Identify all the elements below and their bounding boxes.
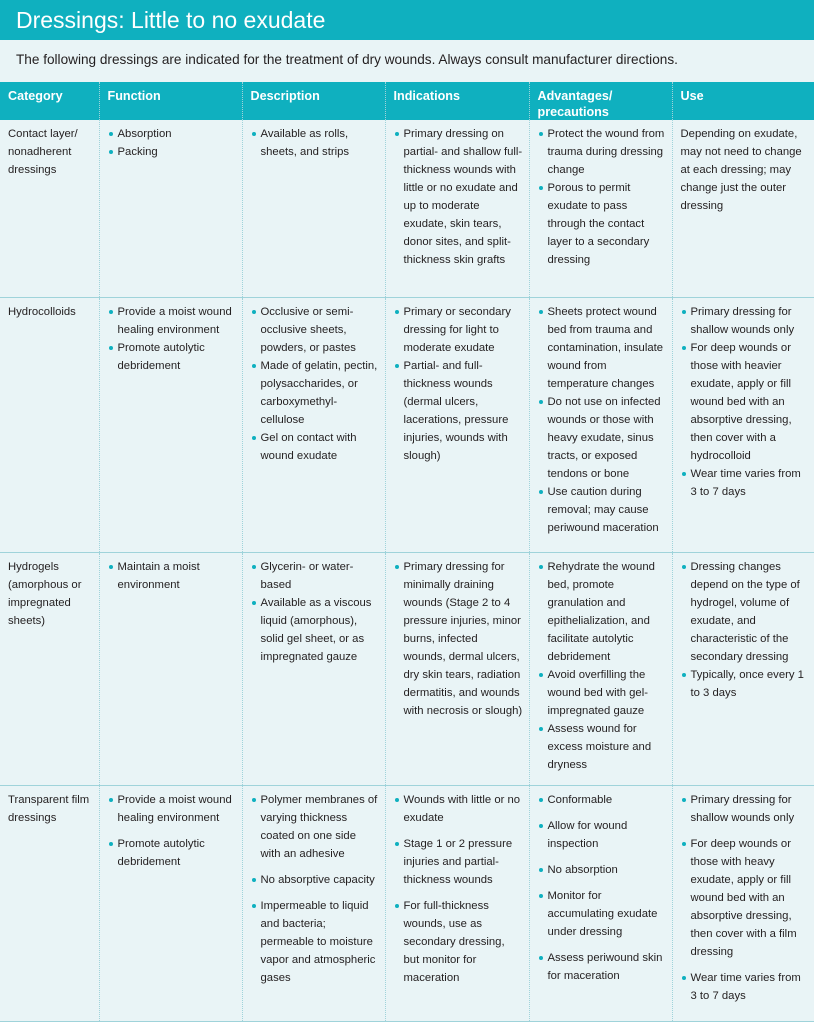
list-item: Assess periwound skin for maceration <box>538 949 666 985</box>
list-item: Primary dressing for shallow wounds only <box>681 303 809 339</box>
list-item: Primary dressing for shallow wounds only <box>681 791 809 827</box>
list-item: Packing <box>108 143 236 161</box>
list-item: No absorptive capacity <box>251 871 379 889</box>
cell-indications <box>385 785 529 1021</box>
list-item: Available as rolls, sheets, and strips <box>251 125 379 161</box>
cell-description <box>242 120 385 297</box>
list-item: Avoid overfilling the wound bed with gel-impregnated gauze <box>538 666 666 720</box>
list-item: Stage 1 or 2 pressure injuries and partial-thickness wounds <box>394 835 523 889</box>
list-item: Polymer membranes of varying thickness coated on one side with an adhesive <box>251 791 379 863</box>
list-item: Primary or secondary dressing for light to moderate exudate <box>394 303 523 357</box>
cell-description <box>242 785 385 1021</box>
list-item: For full-thickness wounds, use as secondary dressing, but monitor for maceration <box>394 897 523 987</box>
list-item: Occlusive or semi-occlusive sheets, powders, or pastes <box>251 303 379 357</box>
table-row <box>0 552 814 785</box>
list-item: Primary dressing for minimally draining wounds (Stage 2 to 4 pressure injuries, minor burns, infected wounds, dermal ulcers, dry skin tears, radiation dermatitis, and wounds with necrosis or slough) <box>394 558 523 720</box>
list-item: For deep wounds or those with heavier exudate, apply or fill wound bed with an absorptive dressing, then cover with a hydrocolloid <box>681 339 809 465</box>
list-item: Assess wound for excess moisture and dryness <box>538 720 666 774</box>
header-category: Category <box>0 82 99 120</box>
list-item: Sheets protect wound bed from trauma and contamination, insulate wound from temperature changes <box>538 303 666 393</box>
header-use: Use <box>672 82 814 120</box>
cell-advantages <box>529 785 672 1021</box>
list-item: Do not use on infected wounds or those with heavy exudate, sinus tracts, or exposed tendons or bone <box>538 393 666 483</box>
list-item: For deep wounds or those with heavy exudate, apply or fill wound bed with an absorptive dressing, then cover with a film dressing <box>681 835 809 961</box>
cell-advantages <box>529 552 672 785</box>
list-item: Wear time varies from 3 to 7 days <box>681 465 809 501</box>
cell-use: Depending on exudate, may not need to change at each dressing; may change just the outer dressing <box>672 120 814 297</box>
list-item: Wounds with little or no exudate <box>394 791 523 827</box>
cell-function <box>99 120 242 297</box>
list-item: Made of gelatin, pectin, polysaccharides, or carboxymethyl-cellulose <box>251 357 379 429</box>
cell-indications <box>385 552 529 785</box>
header-function: Function <box>99 82 242 120</box>
list-item: Promote autolytic debridement <box>108 339 236 375</box>
cell-description <box>242 552 385 785</box>
list-item: Partial- and full-thickness wounds (dermal ulcers, lacerations, pressure injuries, wounds with slough) <box>394 357 523 465</box>
cell-use <box>672 552 814 785</box>
list-item: Conformable <box>538 791 666 809</box>
list-item: Provide a moist wound healing environment <box>108 303 236 339</box>
header-description: Description <box>242 82 385 120</box>
cell-indications <box>385 120 529 297</box>
cell-use <box>672 297 814 552</box>
list-item: Maintain a moist environment <box>108 558 236 594</box>
cell-category: Hydrocolloids <box>0 297 99 552</box>
list-item: Rehydrate the wound bed, promote granulation and epithelialization, and facilitate autolytic debridement <box>538 558 666 666</box>
page-title: Dressings: Little to no exudate <box>0 0 814 40</box>
list-item: Dressing changes depend on the type of hydrogel, volume of exudate, and characteristic of the secondary dressing <box>681 558 809 666</box>
dressings-table <box>0 82 814 1022</box>
list-item: Impermeable to liquid and bacteria; permeable to moisture vapor and atmospheric gases <box>251 897 379 987</box>
header-advantages: Advantages/ precautions <box>529 82 672 120</box>
list-item: No absorption <box>538 861 666 879</box>
cell-function <box>99 552 242 785</box>
cell-category: Hydrogels (amorphous or impregnated sheets) <box>0 552 99 785</box>
list-item: Glycerin- or water-based <box>251 558 379 594</box>
cell-indications <box>385 297 529 552</box>
table-row <box>0 297 814 552</box>
cell-category: Transparent film dressings <box>0 785 99 1021</box>
list-item: Wear time varies from 3 to 7 days <box>681 969 809 1005</box>
table-row <box>0 785 814 1021</box>
list-item: Typically, once every 1 to 3 days <box>681 666 809 702</box>
table-row <box>0 120 814 297</box>
list-item: Allow for wound inspection <box>538 817 666 853</box>
cell-function <box>99 785 242 1021</box>
list-item: Available as a viscous liquid (amorphous), solid gel sheet, or as impregnated gauze <box>251 594 379 666</box>
header-indications: Indications <box>385 82 529 120</box>
list-item: Protect the wound from trauma during dressing change <box>538 125 666 179</box>
list-item: Gel on contact with wound exudate <box>251 429 379 465</box>
cell-function <box>99 297 242 552</box>
list-item: Porous to permit exudate to pass through the contact layer to a secondary dressing <box>538 179 666 269</box>
list-item: Provide a moist wound healing environment <box>108 791 236 827</box>
list-item: Use caution during removal; may cause periwound maceration <box>538 483 666 537</box>
header-row <box>0 82 814 120</box>
cell-advantages <box>529 297 672 552</box>
list-item: Absorption <box>108 125 236 143</box>
list-item: Primary dressing on partial- and shallow full-thickness wounds with little or no exudate and up to moderate exudate, skin tears, donor sites, and split-thickness skin grafts <box>394 125 523 269</box>
list-item: Monitor for accumulating exudate under dressing <box>538 887 666 941</box>
cell-advantages <box>529 120 672 297</box>
cell-category: Contact layer/ nonadherent dressings <box>0 120 99 297</box>
cell-description <box>242 297 385 552</box>
list-item: Promote autolytic debridement <box>108 835 236 871</box>
cell-use <box>672 785 814 1021</box>
intro-text: The following dressings are indicated for the treatment of dry wounds. Always consult manufacturer directions. <box>0 40 814 82</box>
